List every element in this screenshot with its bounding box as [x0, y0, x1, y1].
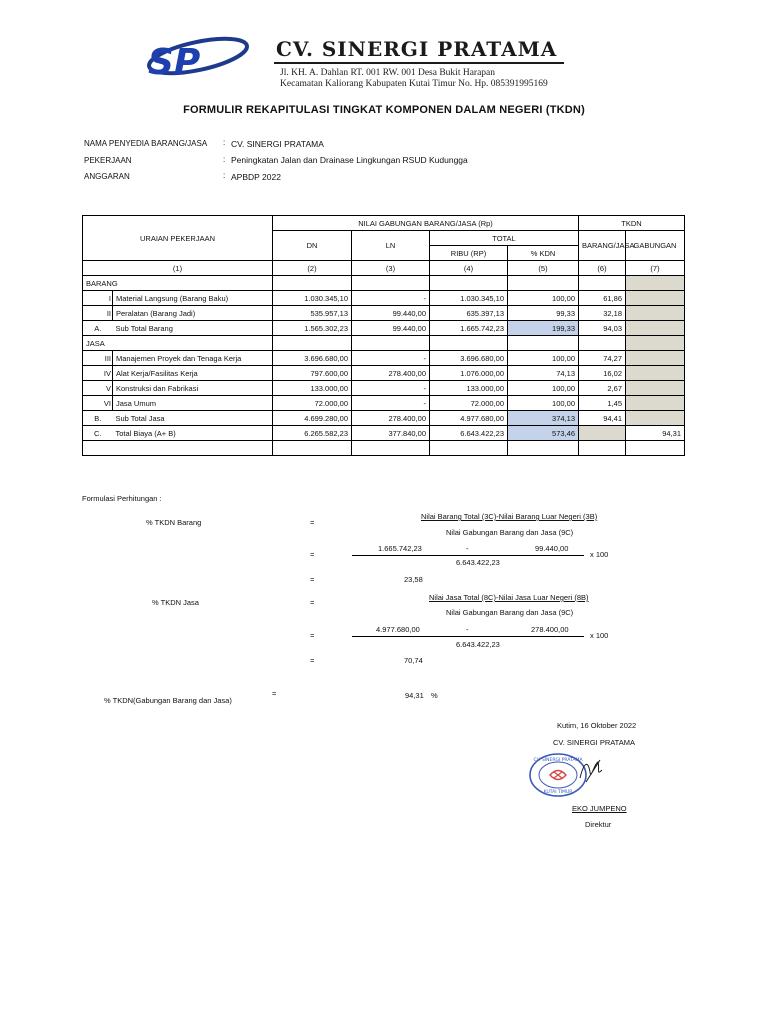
- header-ribu: RIBU (RP): [430, 246, 508, 261]
- row-number: IV: [83, 366, 113, 381]
- address-line-2: Kecamatan Kaliorang Kabupaten Kutai Timur No. Hp. 085391995169: [280, 79, 548, 89]
- cell-kdn: 573,46: [508, 426, 579, 441]
- tkdn-gabungan-label: % TKDN(Gabungan Barang dan Jasa): [104, 696, 232, 705]
- cell-kdn: 100,00: [508, 351, 579, 366]
- equals-sign: =: [310, 518, 315, 527]
- header-nilai: NILAI GABUNGAN BARANG/JASA (Rp): [273, 216, 579, 231]
- table-row: [83, 366, 685, 381]
- cell-ribu: 1.030.345,10: [430, 291, 508, 306]
- row-name: Konstruksi dan Fabrikasi: [113, 381, 273, 396]
- cell-ribu: 1.665.742,23: [430, 321, 508, 336]
- formula-heading: Formulasi Perhitungan :: [82, 494, 162, 503]
- tkdn-jasa-label: % TKDN Jasa: [152, 598, 199, 607]
- cell-ribu: 1.076.000,00: [430, 366, 508, 381]
- jasa-denominator-text: Nilai Gabungan Barang dan Jasa (9C): [446, 608, 574, 617]
- section-row-jasa: [83, 336, 685, 351]
- table-row: [83, 351, 685, 366]
- equals-sign: =: [310, 550, 315, 559]
- cell-ribu: 4.977.680,00: [430, 411, 508, 426]
- logo-lettering: SP: [148, 42, 201, 83]
- cell-kdn: 374,13: [508, 411, 579, 426]
- subtotal-row-jasa: [83, 411, 685, 426]
- cell-gabungan: 94,31: [626, 426, 685, 441]
- info-colon: :: [223, 171, 226, 180]
- cell-dn: 133.000,00: [273, 381, 352, 396]
- cell-ln: 99.440,00: [352, 306, 430, 321]
- cell-dn: 6.265.582,23: [273, 426, 352, 441]
- cell-ln: 99.440,00: [352, 321, 430, 336]
- row-number: B.: [83, 411, 113, 426]
- equals-sign: =: [272, 689, 277, 698]
- col-number: (3): [352, 261, 430, 276]
- cell-kdn: 99,33: [508, 306, 579, 321]
- barang-num-b: 99.440,00: [535, 544, 569, 553]
- header-persen-kdn: % KDN: [508, 246, 579, 261]
- table-row: [83, 291, 685, 306]
- barang-result: 23,58: [404, 575, 423, 584]
- signature-scribble: [576, 756, 606, 786]
- row-name: Peralatan (Barang Jadi): [113, 306, 273, 321]
- stamp-text-bottom: KUTAI TIMUR: [543, 790, 573, 795]
- info-value-pekerjaan: Peningkatan Jalan dan Drainase Lingkungan RSUD Kudungga: [231, 155, 468, 165]
- header-barang-jasa: BARANG/JASA: [579, 231, 626, 261]
- cell-ribu: 635.397,13: [430, 306, 508, 321]
- row-number: A.: [83, 321, 113, 336]
- cell-dn: 1.030.345,10: [273, 291, 352, 306]
- cell-kdn: 199,33: [508, 321, 579, 336]
- row-number: V: [83, 381, 113, 396]
- col-number: (2): [273, 261, 352, 276]
- col-number: (1): [83, 261, 273, 276]
- company-address: [280, 68, 548, 90]
- cell-ribu: 3.696.680,00: [430, 351, 508, 366]
- barang-fraction-line: [352, 555, 584, 556]
- barang-numerator-text: Nilai Barang Total (3C)-Nilai Barang Luar Negeri (3B): [421, 512, 598, 521]
- row-name: Sub Total Barang: [113, 321, 273, 336]
- cell-dn: 797.600,00: [273, 366, 352, 381]
- jasa-num-a: 4.977.680,00: [376, 625, 420, 634]
- col-number: (7): [626, 261, 685, 276]
- barang-denominator: 6.643.422,23: [456, 558, 500, 567]
- header-total: TOTAL: [430, 231, 579, 246]
- minus-sign: -: [466, 625, 469, 634]
- section-label: BARANG: [83, 276, 273, 291]
- cell-barang-jasa: 32,18: [579, 306, 626, 321]
- cell-dn: 535.957,13: [273, 306, 352, 321]
- jasa-numerator-text: Nilai Jasa Total (8C)-Nilai Jasa Luar Negeri (8B): [429, 593, 589, 602]
- cell-ribu: 6.643.422,23: [430, 426, 508, 441]
- cell-barang-jasa: 94,03: [579, 321, 626, 336]
- times-100: x 100: [590, 550, 609, 559]
- info-label-anggaran: ANGGARAN: [84, 172, 130, 181]
- cell-ln: -: [352, 381, 430, 396]
- rekap-table: [82, 215, 685, 456]
- row-name: Total Biaya (A+ B): [113, 426, 273, 441]
- row-number: C.: [83, 426, 113, 441]
- place-date: Kutim, 16 Oktober 2022: [557, 721, 637, 730]
- row-name: Manajemen Proyek dan Tenaga Kerja: [113, 351, 273, 366]
- stamp-text-top: CV. SINERGI PRATAMA: [533, 758, 583, 763]
- times-100: x 100: [590, 631, 609, 640]
- barang-num-a: 1.665.742,23: [378, 544, 422, 553]
- jasa-num-b: 278.400,00: [531, 625, 569, 634]
- barang-denominator-text: Nilai Gabungan Barang dan Jasa (9C): [446, 528, 574, 537]
- cell-dn: 72.000,00: [273, 396, 352, 411]
- header-tkdn: TKDN: [579, 216, 685, 231]
- info-label-penyedia: NAMA PENYEDIA BARANG/JASA: [84, 139, 208, 148]
- jasa-result: 70,74: [404, 656, 423, 665]
- equals-sign: =: [310, 575, 315, 584]
- header-divider: [274, 62, 564, 64]
- cell-ln: 377.840,00: [352, 426, 430, 441]
- table-row: [83, 396, 685, 411]
- percent-sign: %: [431, 691, 438, 700]
- cell-barang-jasa: 16,02: [579, 366, 626, 381]
- row-number: I: [83, 291, 113, 306]
- cell-ribu: 72.000,00: [430, 396, 508, 411]
- info-colon: :: [223, 138, 226, 147]
- cell-kdn: 100,00: [508, 381, 579, 396]
- row-name: Jasa Umum: [113, 396, 273, 411]
- header-uraian: URAIAN PEKERJAAN: [83, 216, 273, 261]
- section-label: JASA: [83, 336, 273, 351]
- col-number: (5): [508, 261, 579, 276]
- empty-row: [83, 441, 685, 456]
- minus-sign: -: [466, 544, 469, 553]
- header-ln: LN: [352, 231, 430, 261]
- total-row: [83, 426, 685, 441]
- section-row-barang: [83, 276, 685, 291]
- form-title: FORMULIR REKAPITULASI TINGKAT KOMPONEN DALAM NEGERI (TKDN): [183, 104, 585, 116]
- company-name: CV. SINERGI PRATAMA: [276, 37, 558, 61]
- cell-ln: 278.400,00: [352, 366, 430, 381]
- cell-kdn: 74,13: [508, 366, 579, 381]
- signature-company: CV. SINERGI PRATAMA: [553, 738, 635, 747]
- cell-ln: -: [352, 351, 430, 366]
- cell-barang-jasa: 94,41: [579, 411, 626, 426]
- row-name: Sub Total Jasa: [113, 411, 273, 426]
- cell-barang-jasa: 74,27: [579, 351, 626, 366]
- row-number: VI: [83, 396, 113, 411]
- info-colon: :: [223, 155, 226, 164]
- row-number: II: [83, 306, 113, 321]
- jasa-fraction-line: [352, 636, 584, 637]
- header-dn: DN: [273, 231, 352, 261]
- row-name: Material Langsung (Barang Baku): [113, 291, 273, 306]
- cell-barang-jasa: [579, 426, 626, 441]
- table-number-row: [83, 261, 685, 276]
- table-row: [83, 306, 685, 321]
- cell-barang-jasa: 1,45: [579, 396, 626, 411]
- info-value-penyedia: CV. SINERGI PRATAMA: [231, 139, 324, 149]
- gabungan-result: 94,31: [405, 691, 424, 700]
- company-logo: [140, 34, 250, 84]
- tkdn-barang-label: % TKDN Barang: [146, 518, 202, 527]
- signer-position: Direktur: [585, 820, 612, 829]
- row-name: Alat Kerja/Fasilitas Kerja: [113, 366, 273, 381]
- row-number: III: [83, 351, 113, 366]
- cell-ln: -: [352, 291, 430, 306]
- address-line-1: Jl. KH. A. Dahlan RT. 001 RW. 001 Desa Bukit Harapan: [280, 68, 496, 78]
- cell-kdn: 100,00: [508, 396, 579, 411]
- cell-ribu: 133.000,00: [430, 381, 508, 396]
- cell-barang-jasa: 2,67: [579, 381, 626, 396]
- cell-dn: 1.565.302,23: [273, 321, 352, 336]
- cell-dn: 3.696.680,00: [273, 351, 352, 366]
- table-row: [83, 381, 685, 396]
- header-gabungan: GABUNGAN: [626, 231, 685, 261]
- col-number: (6): [579, 261, 626, 276]
- info-label-pekerjaan: PEKERJAAN: [84, 156, 132, 165]
- jasa-denominator: 6.643.422,23: [456, 640, 500, 649]
- subtotal-row-barang: [83, 321, 685, 336]
- info-value-anggaran: APBDP 2022: [231, 172, 281, 182]
- signer-name: EKO JUMPENO: [572, 804, 627, 813]
- equals-sign: =: [310, 656, 315, 665]
- cell-dn: 4.699.280,00: [273, 411, 352, 426]
- cell-kdn: 100,00: [508, 291, 579, 306]
- cell-barang-jasa: 61,86: [579, 291, 626, 306]
- equals-sign: =: [310, 598, 315, 607]
- cell-ln: -: [352, 396, 430, 411]
- col-number: (4): [430, 261, 508, 276]
- equals-sign: =: [310, 631, 315, 640]
- cell-ln: 278.400,00: [352, 411, 430, 426]
